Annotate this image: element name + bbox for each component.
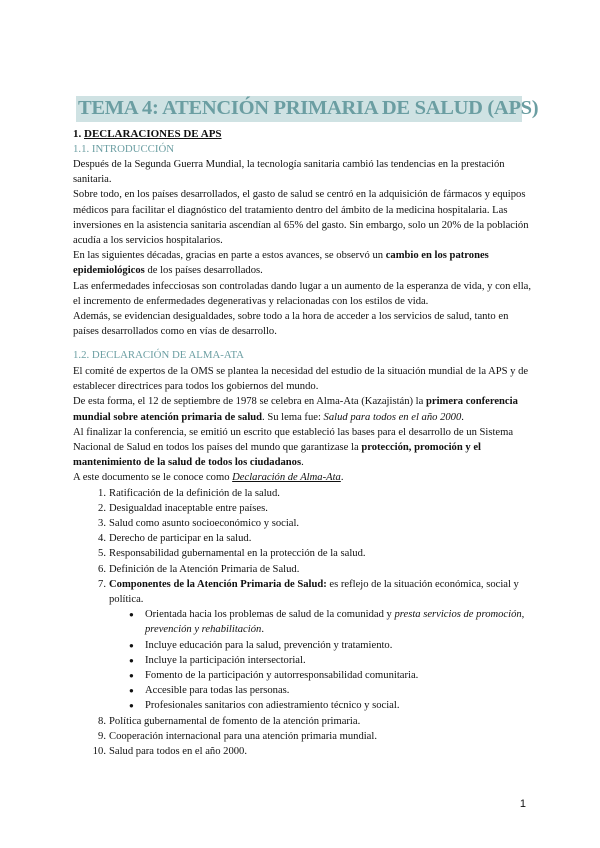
list-text: Definición de la Atención Primaria de Salud. [109,563,300,575]
list-number: 7. [98,578,106,590]
intro-body [73,157,535,339]
list-item [73,486,535,501]
text-run: De esta forma, el 12 de septiembre de 1978 se celebra en Alma-Ata (Kazajistán) la [73,396,426,408]
text-run: . Su lema fue: [262,411,324,423]
list-text: Salud para todos en el año 2000. [109,746,247,758]
numbered-list [73,486,535,760]
section-heading [73,127,535,142]
list-text: Salud como asunto socioeconómico y social. [109,518,300,530]
paragraph: Después de la Segunda Guerra Mundial, la tecnología sanitaria cambió las tendencias en la prestación sanitaria. [73,159,505,186]
list-item [73,501,535,516]
bullet-text: Profesionales sanitarios con adiestramiento técnico y social. [145,700,400,712]
paragraph [73,394,535,424]
bullet-item [73,698,535,713]
page-title: TEMA 4: ATENCIÓN PRIMARIA DE SALUD (APS) [78,97,539,119]
list-item [73,546,535,561]
bullet-item [73,668,535,683]
list-number: 2. [98,502,106,514]
bullet-text: Incluye educación para la salud, prevención y tratamiento. [145,639,393,651]
list-text: Desigualdad inaceptable entre países. [109,502,268,514]
section-label: DECLARACIONES DE APS [84,128,222,140]
text-run: Al finalizar la conferencia, se emitió un escrito que estableció las bases para el desarrollo de un Sistema Nacional de Salud en todos los países del mundo que garantizase la [73,426,514,454]
bullet-icon: ● [129,610,134,620]
list-number: 1. [98,487,106,499]
bullet-list [73,607,535,713]
bullet-icon: ● [129,686,134,696]
bullet-text: Accesible para todas las personas. [145,685,290,697]
list-number: 10. [92,746,106,758]
list-item [73,577,535,714]
subsection-heading-intro: 1.1. INTRODUCCIÓN [73,143,175,155]
bullet-icon: ● [129,701,134,711]
paragraph [73,248,535,278]
list-item [73,714,535,729]
text-run: de los países desarrollados. [144,265,263,277]
text-run: . [461,411,464,423]
list-text: Cooperación internacional para una atención primaria mundial. [109,730,377,742]
subsection-heading-alma-ata: 1.2. DECLARACIÓN DE ALMA-ATA [73,349,244,361]
page-number: 1 [519,798,526,810]
list-text: Política gubernamental de fomento de la atención primaria. [109,715,361,727]
list-text: Derecho de participar en la salud. [109,533,252,545]
text-run: En las siguientes décadas, gracias en parte a estos avances, se observó un [73,250,386,262]
bullet-text: Orientada hacia los problemas de salud de la comunidad y [145,609,395,621]
list-item [73,562,535,577]
paragraph: El comité de expertos de la OMS se plantea la necesidad del estudio de la situación mundial de la APS y de establecer directrices para todos los gobiernos del mundo. [73,366,529,393]
list-text: Ratificación de la definición de la salud. [109,487,280,499]
list-number: 5. [98,548,106,560]
bullet-icon: ● [129,640,134,650]
italic-run: Salud para todos en el año 2000 [323,411,462,423]
title-highlight [76,96,539,122]
text-run: . [340,472,344,484]
text-run: . [301,457,304,469]
list-number: 8. [98,715,106,727]
bullet-text: Fomento de la participación y autorresponsabilidad comunitaria. [145,670,419,682]
list-item [73,744,535,759]
list-number: 6. [98,563,106,575]
paragraph: Además, se evidencian desigualdades, sobre todo a la hora de acceder a los servicios de salud, tanto en países desarrollados como en vías de desarrollo. [73,311,509,338]
paragraph: Sobre todo, en los países desarrollados, el gasto de salud se centró en la adquisición de fármacos y equipos médicos para facilitar el diagnóstico del tratamiento dentro del ámbito de la medicina hospitalaria. Las inversiones en la asistencia sanitaria ascendían al 65% del gasto. Sin embargo, solo un 20% de la población acudía a los servicios hospitalarios. [73,189,529,247]
bullet-item [73,683,535,698]
list-number: 9. [98,730,106,742]
list-bold-text: Componentes de la Atención Primaria de Salud: [109,578,327,590]
bullet-text: Incluye la participación intersectorial. [145,654,306,666]
bold-run: primera conferencia mundial sobre atención primaria de salud [73,396,518,423]
paragraph [73,470,535,485]
list-number: 3. [98,518,106,530]
list-item [73,729,535,744]
list-text: Responsabilidad gubernamental en la protección de la salud. [109,548,366,560]
bold-run: protección, promoción y el mantenimiento de la salud de todos los ciudadanos [73,442,481,469]
bullet-item [73,653,535,668]
list-item [73,516,535,531]
bold-run: cambio en los patrones epidemiológicos [73,250,489,277]
list-text: es reflejo de la situación económica, social y política. [109,578,519,606]
alma-ata-body [73,364,535,759]
bullet-item [73,607,535,637]
bullet-item [73,638,535,653]
paragraph [73,425,535,471]
italic-link-text: Declaración de Alma-Ata [232,472,341,484]
list-item [73,531,535,546]
list-number: 4. [98,533,106,545]
bullet-text: . [261,624,264,636]
bullet-italic-text: presta servicios de promoción, prevención y rehabilitación [145,609,525,636]
text-run: A este documento se le conoce como [73,472,233,484]
bullet-icon: ● [129,671,134,681]
bullet-icon: ● [129,655,134,665]
section-number: 1. [73,128,84,140]
paragraph: Las enfermedades infecciosas son controladas dando lugar a un aumento de la esperanza de vida, y con ella, el incremento de enfermedades degenerativas y relacionadas con los estilos de vida. [73,280,531,307]
